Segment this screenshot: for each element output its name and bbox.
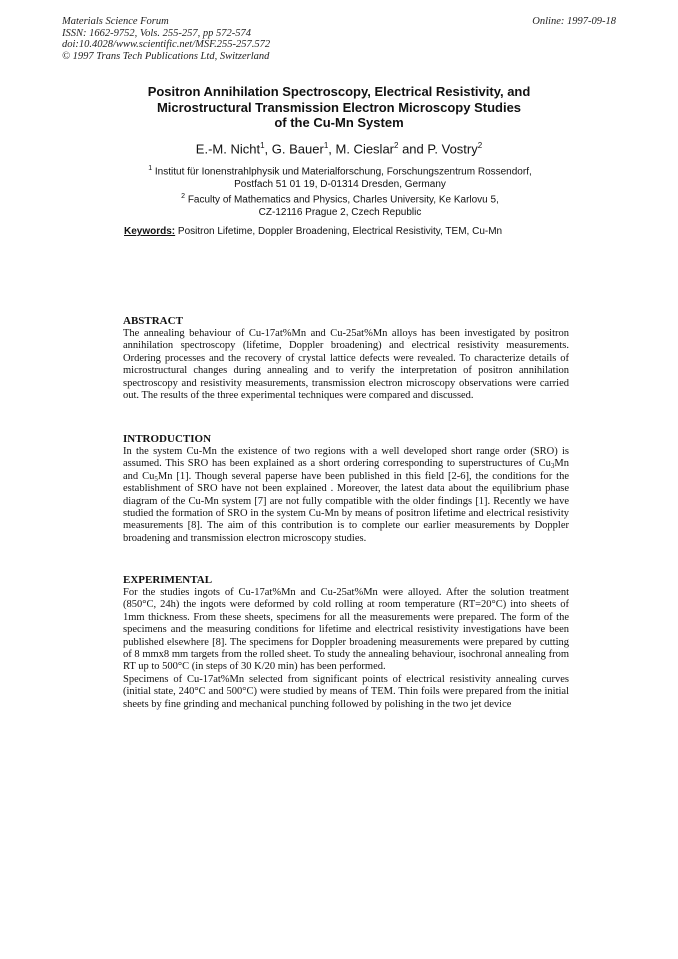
author-affil-mark: 1 xyxy=(260,141,265,150)
journal-name: Materials Science Forum xyxy=(62,16,169,27)
copyright-line: © 1997 Trans Tech Publications Ltd, Switzerland xyxy=(62,50,270,62)
author-separator: , xyxy=(264,141,272,157)
doi-line: doi:10.4028/www.scientific.net/MSF.255-257.572 xyxy=(62,39,271,51)
title-line: of the Cu-Mn System xyxy=(274,115,404,130)
author-list xyxy=(0,141,678,156)
journal-header xyxy=(62,16,270,62)
paper-title xyxy=(120,84,558,131)
author-separator: and xyxy=(398,141,428,157)
author-separator: , xyxy=(328,141,336,157)
author-affil-mark: 1 xyxy=(323,141,329,150)
keywords-label: Keywords: xyxy=(124,226,176,237)
affiliation-2 xyxy=(120,191,560,219)
abstract-section xyxy=(123,315,569,402)
introduction-section xyxy=(123,433,569,545)
title-line: Positron Annihilation Spectroscopy, Electrical Resistivity, and xyxy=(147,84,531,99)
experimental-heading: EXPERIMENTAL xyxy=(123,574,213,586)
author-name: E.-M. Nicht xyxy=(195,141,261,157)
online-date: Online: 1997-09-18 xyxy=(532,16,616,27)
experimental-section xyxy=(123,574,569,711)
abstract-text: The annealing behaviour of Cu-17at%Mn and Cu-25at%Mn alloys has been investigated by positron annihilation spectroscopy (lifetime, Doppler broadening) and electrical resistivity measurements. Ordering processes and the recovery of crystal lattice defects were revealed. To characterize details of microstructural changes during annealing and to verify the interpretation of positron annihilation spectroscopy and resistivity measurements, transmission electron microscopy observations were carried out. The results of the three experimental techniques were compared and discussed. xyxy=(123,328,569,402)
experimental-paragraph: For the studies ingots of Cu-17at%Mn and Cu-25at%Mn were alloyed. After the solution treatment (850°C, 24h) the ingots were deformed by cold rolling at room temperature (RT=20°C) into sheets of 1mm thickness. From these sheets, specimens for all the measurements were prepared. The form of the specimens and the measuring conditions for lifetime and electrical resistivity investigations have been published elsewhere [8]. The specimens for Doppler broadening measurements were prepared by cutting of 8 mmx8 mm targets from the rolled sheet. To study the annealing behaviour, isochronal annealing from RT up to 500°C (in steps of 30 K/20 min) has been performed. xyxy=(123,587,569,673)
author-affil-mark: 2 xyxy=(394,141,399,150)
author-affil-mark: 2 xyxy=(477,141,483,150)
author-name: P. Vostry xyxy=(427,141,478,157)
affil-line: Postfach 51 01 19, D-01314 Dresden, Germany xyxy=(234,178,446,190)
author-name: M. Cieslar xyxy=(335,141,395,157)
affil-mark: 1 xyxy=(148,165,153,172)
affil-line: Institut für Ionenstrahlphysik und Materialforschung, Forschungszentrum Rossendorf, xyxy=(154,166,532,178)
introduction-heading: INTRODUCTION xyxy=(123,433,212,445)
keywords-text: Positron Lifetime, Doppler Broadening, Electrical Resistivity, TEM, Cu-Mn xyxy=(177,226,503,237)
title-line: Microstructural Transmission Electron Microscopy Studies xyxy=(156,99,522,115)
keywords xyxy=(124,226,502,237)
abstract-heading: ABSTRACT xyxy=(123,315,183,327)
affil-line: Faculty of Mathematics and Physics, Charles University, Ke Karlovu 5, xyxy=(187,194,499,206)
introduction-text: In the system Cu-Mn the existence of two regions with a well developed short range order (SRO) is assumed. This SRO has been explained as a short ordering corresponding to superstructures of $Cu_3Mn$ and $Cu_5Mn$ [1]. Though several paperse have been published in this field [2-6], the conditions for the establishment of SRO have not been explained . Moreover, the latest data about the equilibrium phase diagram of the Cu-Mn system [7] are not fully compatible with the older findings [1]. Recently we have studied the formation of SRO in the system Cu-Mn by means of positron lifetime and electrical resistivity measurements [8]. The aim of this contribution is to complete our earlier measurements by Doppler broadening and transmission electron microscopy studies. xyxy=(123,446,569,544)
affil-mark: 2 xyxy=(181,193,186,200)
issn-line: ISSN: 1662-9752, Vols. 255-257, pp 572-574 xyxy=(62,27,251,39)
author-name: G. Bauer xyxy=(271,141,324,157)
affiliation-1 xyxy=(120,163,560,191)
affil-line: CZ-12116 Prague 2, Czech Republic xyxy=(258,206,422,218)
experimental-paragraph: Specimens of Cu-17at%Mn selected from significant points of electrical resistivity annealing curves (initial state, 240°C and 500°C) were studied by means of TEM. Thin foils were prepared from the initial sheets by fine grinding and mechanical punching followed by polishing in the two jet device xyxy=(123,673,569,710)
